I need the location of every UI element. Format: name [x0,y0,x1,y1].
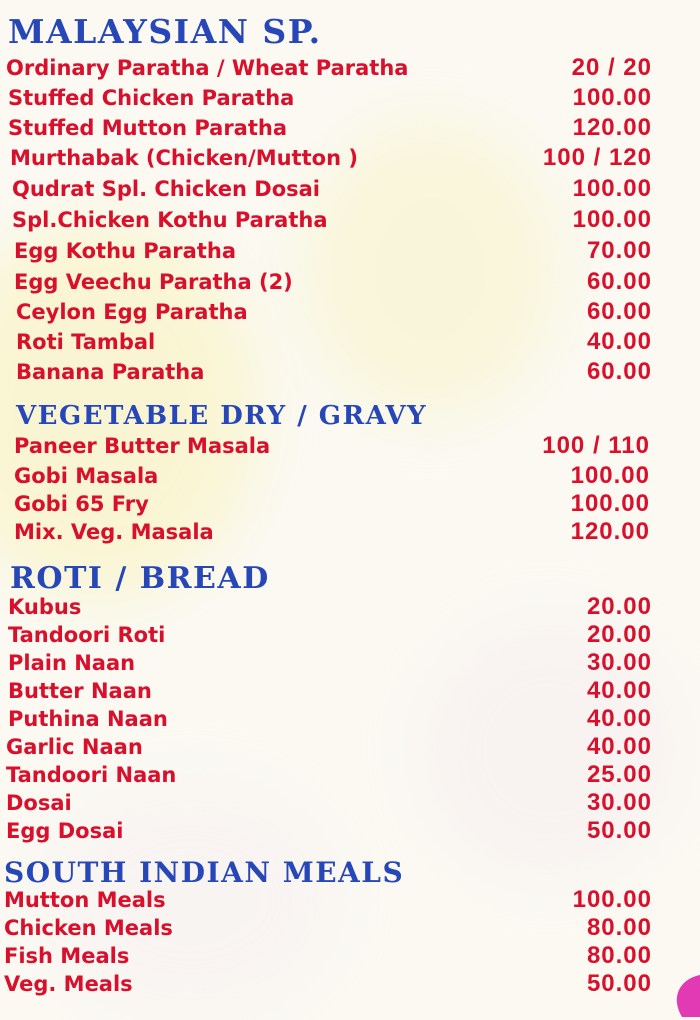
item-price: 100.00 [570,490,650,517]
item-price: 40.00 [586,677,652,704]
item-price: 100.00 [570,462,650,489]
item-name: Garlic Naan [6,735,143,759]
item-name: Egg Kothu Paratha [14,239,236,263]
item-price: 100.00 [572,886,652,913]
menu-item [6,789,652,817]
item-name: Veg. Meals [4,972,133,996]
item-name: Stuffed Chicken Paratha [8,86,295,110]
menu-item [8,649,652,677]
menu-item [4,970,652,998]
menu-item [4,914,652,942]
item-price: 20.00 [586,621,652,648]
item-price: 20.00 [586,593,652,620]
menu-item [14,518,650,546]
menu-item [16,328,652,356]
item-price: 50.00 [586,817,652,844]
item-name: Kubus [8,595,82,619]
item-price: 80.00 [586,942,652,969]
menu-item [10,144,652,172]
section-title-malaysian: MALAYSIAN SP. [8,12,322,51]
menu-item [8,114,652,142]
item-name: Gobi Masala [14,464,159,488]
item-name: Egg Dosai [6,819,124,843]
menu-item [4,942,652,970]
menu-item [12,175,652,203]
item-price: 60.00 [586,298,652,325]
menu-item [6,733,652,761]
menu-item [14,432,650,460]
item-name: Banana Paratha [16,360,205,384]
menu-item [14,490,650,518]
menu-item [8,621,652,649]
item-price: 60.00 [586,358,652,385]
item-price: 50.00 [586,970,652,997]
item-name: Murthabak (Chicken/Mutton ) [10,146,358,170]
item-price: 70.00 [586,237,652,264]
item-price: 100.00 [572,175,652,202]
menu-item [8,593,652,621]
item-price: 120.00 [572,114,652,141]
item-name: Qudrat Spl. Chicken Dosai [12,177,320,201]
menu-item [6,761,652,789]
item-name: Spl.Chicken Kothu Paratha [12,208,328,232]
item-price: 100.00 [572,84,652,111]
item-name: Gobi 65 Fry [14,492,149,516]
item-price: 20 / 20 [571,54,652,81]
item-name: Dosai [6,791,72,815]
menu-item [12,206,652,234]
menu-item [14,237,652,265]
menu-item [8,84,652,112]
item-name: Chicken Meals [4,916,173,940]
menu-item [4,886,652,914]
item-name: Tandoori Roti [8,623,166,647]
menu-item [8,705,652,733]
item-name: Ceylon Egg Paratha [16,300,248,324]
section-title-roti-bread: ROTI / BREAD [10,561,270,596]
item-price: 30.00 [586,649,652,676]
item-price: 100.00 [572,206,652,233]
item-name: Paneer Butter Masala [14,434,271,458]
menu-item [8,677,652,705]
item-price: 40.00 [586,733,652,760]
menu-item [16,358,652,386]
item-name: Butter Naan [8,679,152,703]
item-name: Tandoori Naan [6,763,177,787]
item-name: Puthina Naan [8,707,168,731]
item-price: 120.00 [570,518,650,545]
item-price: 80.00 [586,914,652,941]
item-name: Ordinary Paratha / Wheat Paratha [6,56,409,80]
item-name: Mix. Veg. Masala [14,520,214,544]
item-price: 30.00 [586,789,652,816]
item-name: Fish Meals [4,944,130,968]
item-price: 100 / 120 [542,144,652,171]
item-name: Mutton Meals [4,888,166,912]
menu-item [16,298,652,326]
menu-item [6,817,652,845]
item-price: 25.00 [586,761,652,788]
item-price: 40.00 [586,328,652,355]
section-title-vegetable: VEGETABLE DRY / GRAVY [16,401,428,431]
menu-item [14,462,650,490]
item-name: Roti Tambal [16,330,156,354]
menu-item [6,54,652,82]
item-price: 40.00 [586,705,652,732]
item-name: Stuffed Mutton Paratha [8,116,288,140]
item-price: 60.00 [586,268,652,295]
item-name: Plain Naan [8,651,136,675]
item-price: 100 / 110 [542,432,650,459]
menu-item [14,268,652,296]
section-title-south-indian-meals: SOUTH INDIAN MEALS [4,856,405,889]
item-name: Egg Veechu Paratha (2) [14,270,293,294]
